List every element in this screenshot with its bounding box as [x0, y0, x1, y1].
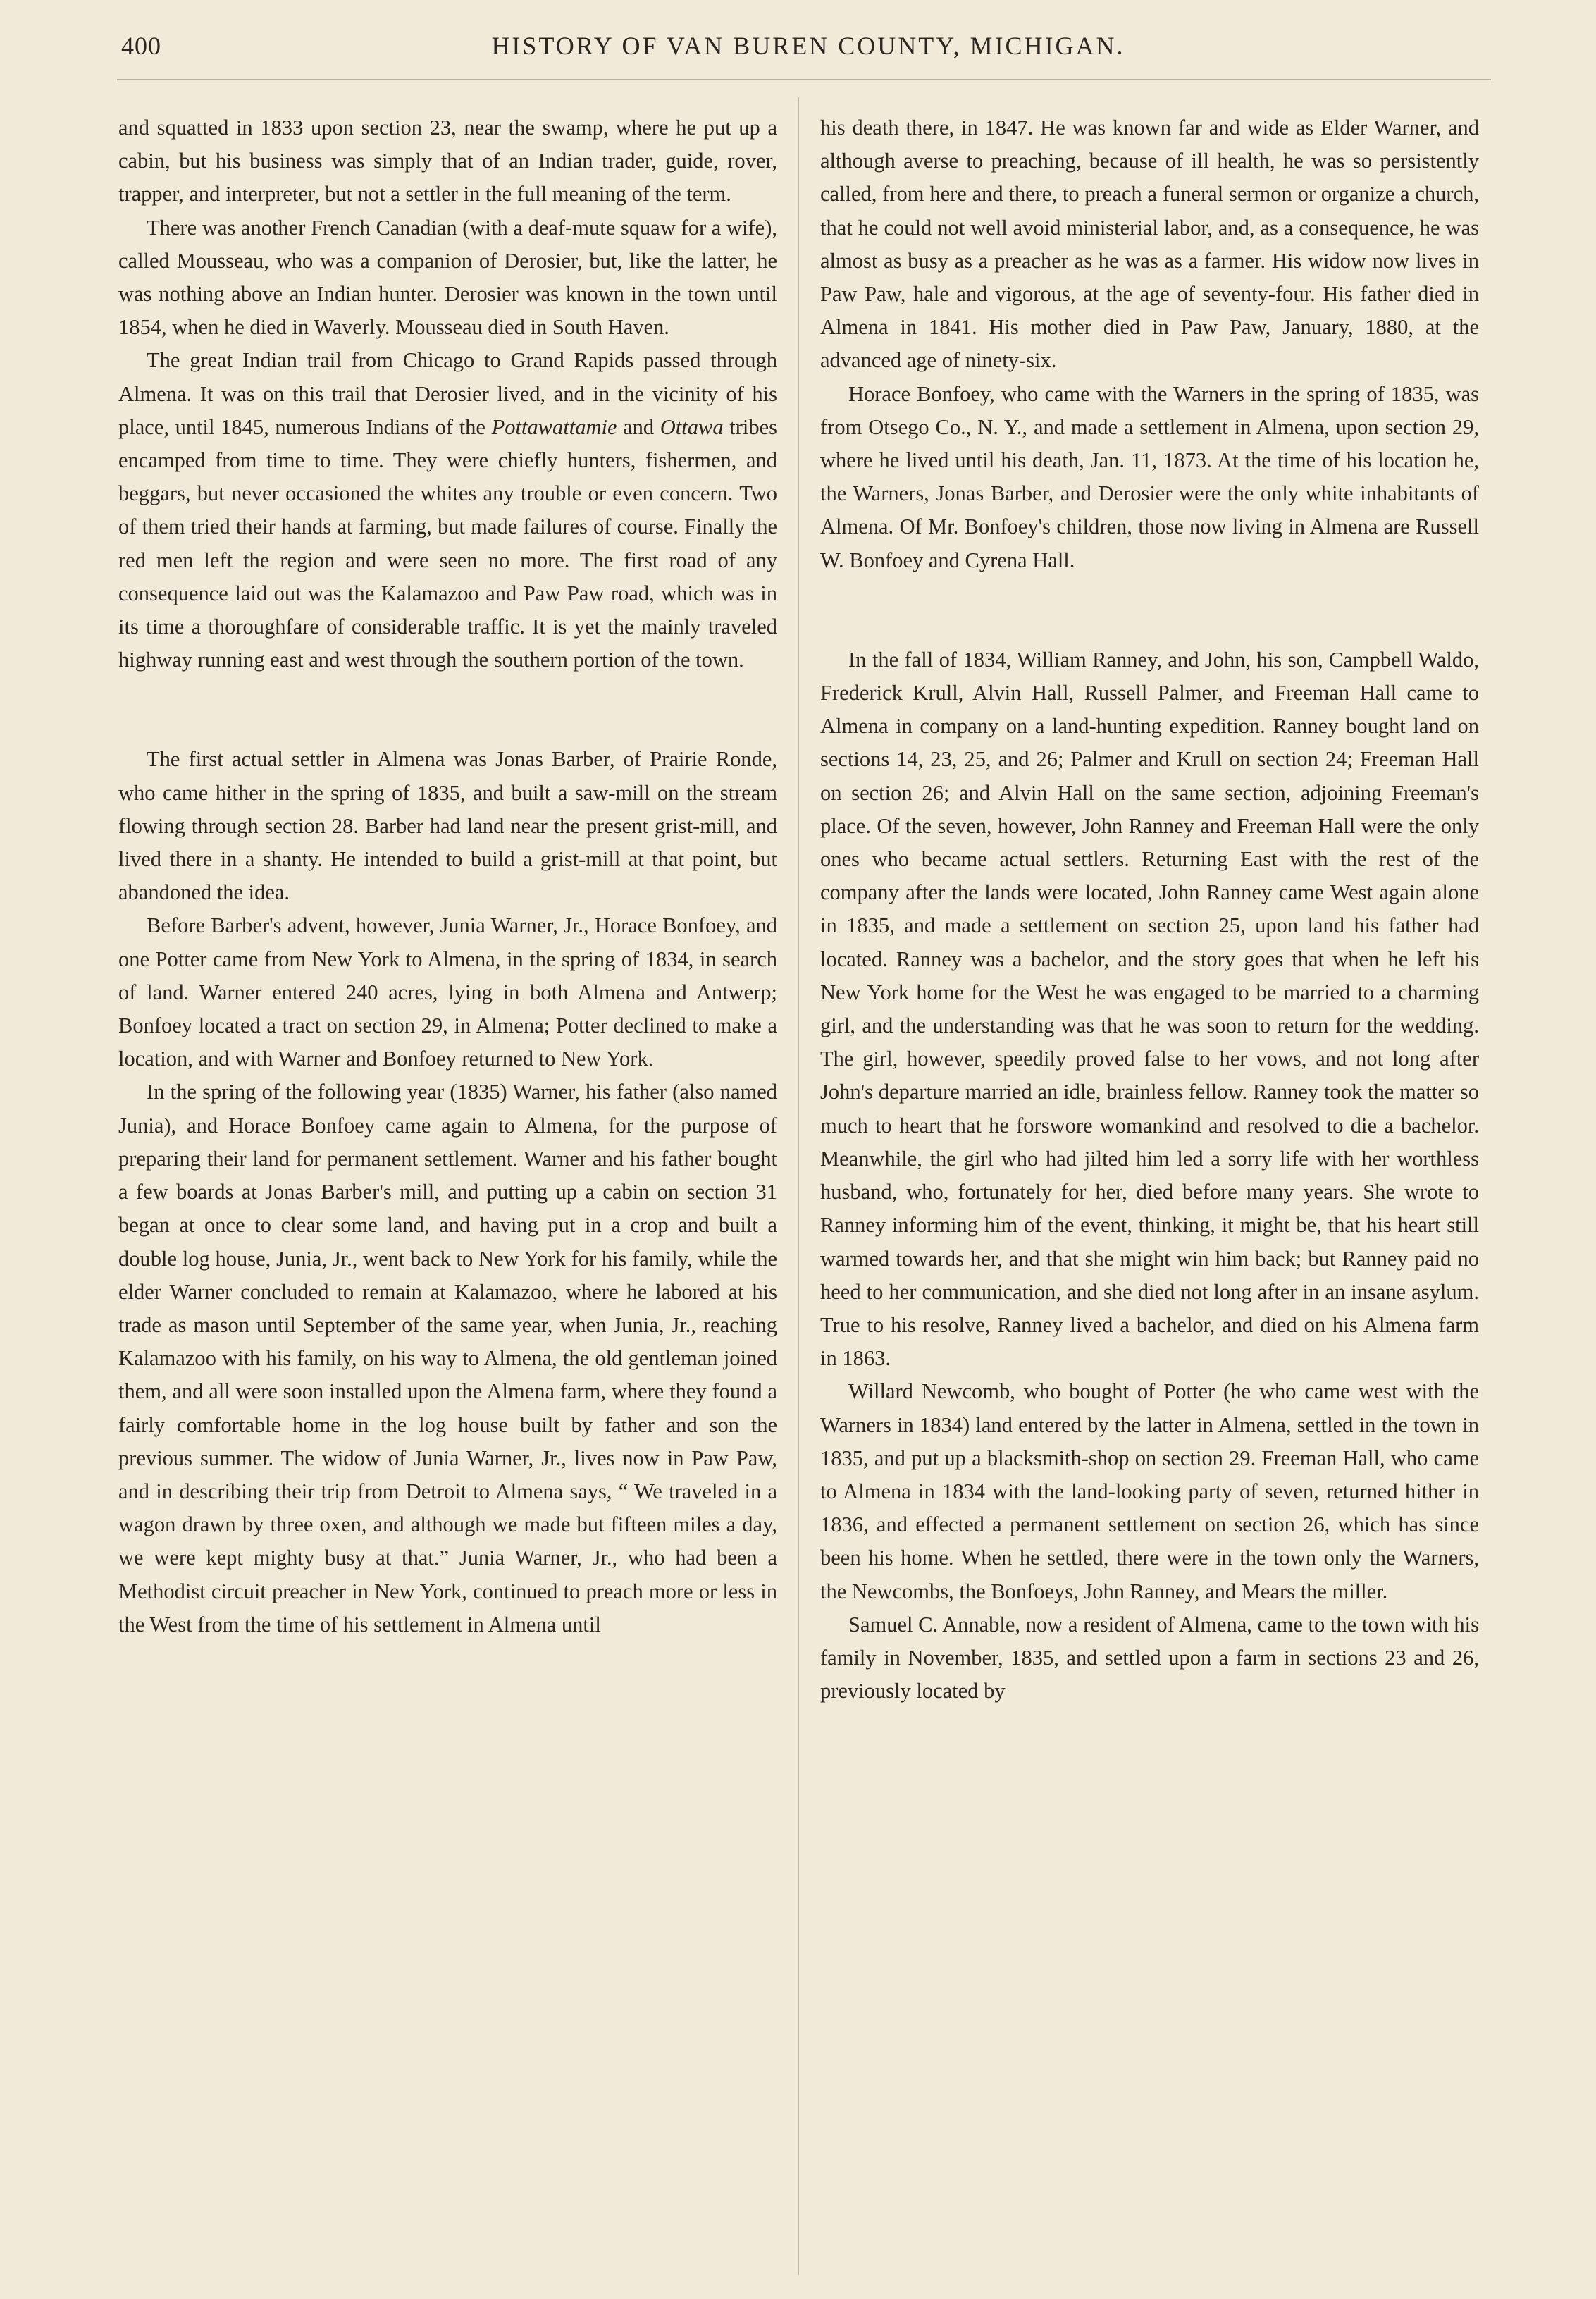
paragraph: Willard Newcomb, who bought of Potter (he who came west with the Warners in 1834) land entered by the latter in Almena, settled in the town in 1835, and put up a blacksmith-shop on section 29. Freeman Hall, who came to Almena in 1834 with the land-looking party of seven, returned hither in 1836, and effected a permanent settlement on section 26, which has since been his home. When he settled, there were in the town only the Warners, the Newcombs, the Bonfoeys, John Ranney, and Mears the miller.	[820, 1379, 1479, 1603]
tribe-name: Pottawattamie	[491, 414, 617, 439]
paragraph: Horace Bonfoey, who came with the Warners in the spring of 1835, was from Otsego Co., N. Y., and made a settlement in Almena, upon section 29, where he lived until his death, Jan. 11, 1873. At the time of his location he, the Warners, Jonas Barber, and Derosier were the only white inhabitants of Almena. Of Mr. Bonfoey's children, those now living in Almena are Russell W. Bonfoey and Cyrena Hall.	[820, 381, 1479, 572]
paragraph: In the spring of the following year (1835) Warner, his father (also named Junia), and Horace Bonfoey came again to Almena, for the purpose of preparing their land for permanent settlement. Warner and his father bought a few boards at Jonas Barber's mill, and putting up a cabin on section 31 began at once to clear some land, and having put in a crop and built a double log house, Junia, Jr., went back to New York for his family, while the elder Warner concluded to remain at Kalamazoo, where he labored at his trade as mason until September of the same year, when Junia, Jr., reaching Kalamazoo with his family, on his way to Almena, the old gentleman joined them, and all were soon installed upon the Almena farm, where they found a fairly comfortable home in the log house built by father and son the previous summer. The widow of Junia Warner, Jr., lives now in Paw Paw, and in describing their trip from Detroit to Almena says, “ We traveled in a wagon drawn by three oxen, and although we made but fifteen miles a day, we were kept mighty busy at that.” Junia Warner, Jr., who had been a Methodist circuit preacher in New York, continued to preach more or less in the West from the time of his settlement in Almena until	[118, 1080, 777, 1637]
text-run: tribes encamped from time to time. They were chiefly hunters, fishermen, and beggars, but never occasioned the whites any trouble or even concern. Two of them tried their hands at farming, but made failures of course. Finally the red men left the region and were seen no more. The first road of any consequence laid out was the Kalamazoo and Paw Paw road, which was in its time a thoroughfare of considerable traffic. It is yet the mainly traveled highway running east and west through the southern portion of the town.	[118, 414, 777, 672]
paragraph: and squatted in 1833 upon section 23, near the swamp, where he put up a cabin, but his business was simply that of an Indian trader, guide, rover, trapper, and interpreter, but not a settler in the full meaning of the term.	[118, 116, 777, 207]
paragraph: Before Barber's advent, however, Junia Warner, Jr., Horace Bonfoey, and one Potter came from New York to Almena, in the spring of 1834, in search of land. Warner entered 240 acres, lying in both Almena and Antwerp; Bonfoey located a tract on section 29, in Almena; Potter declined to make a location, and with Warner and Bonfoey returned to New York.	[118, 913, 777, 1071]
paragraph: Samuel C. Annable, now a resident of Almena, came to the town with his family in November, 1835, and settled upon a farm in sections 23 and 26, previously located by	[820, 1612, 1479, 1703]
tribe-name: Ottawa	[660, 414, 724, 439]
page-header	[121, 31, 1495, 73]
paragraph-indian-trail	[118, 344, 777, 677]
paragraph: The first actual settler in Almena was Jonas Barber, of Prairie Ronde, who came hither in the spring of 1835, and built a saw-mill on the stream flowing through section 28. Barber had land near the present grist-mill, and lived there in a shanty. He intended to build a grist-mill at that point, but abandoned the idea.	[118, 747, 777, 905]
page-number: 400	[121, 32, 161, 60]
paragraph: There was another French Canadian (with a deaf-mute squaw for a wife), called Mousseau, who was a companion of Derosier, but, like the latter, he was nothing above an Indian hunter. Derosier was known in the town until 1854, when he died in Waverly. Mousseau died in South Haven.	[118, 215, 777, 340]
right-column	[820, 111, 1479, 1708]
running-title: HISTORY OF VAN BUREN COUNTY, MICHIGAN.	[491, 32, 1125, 60]
text-run: and	[617, 414, 660, 439]
column-divider	[798, 97, 799, 2275]
header-rule	[117, 79, 1491, 80]
paragraph: In the fall of 1834, William Ranney, and John, his son, Campbell Waldo, Frederick Krull, Alvin Hall, Russell Palmer, and Freeman Hall came to Almena in company on a land-hunting expedition. Ranney bought land on sections 14, 23, 25, and 26; Palmer and Krull on section 24; Freeman Hall on section 26; and Alvin Hall on the same section, adjoining Freeman's place. Of the seven, however, John Ranney and Freeman Hall were the only ones who became actual settlers. Returning East with the rest of the company after the lands were located, John Ranney came West again alone in 1835, and made a settlement on section 25, upon land his father had located. Ranney was a bachelor, and the story goes that when he left his New York home for the West he was engaged to be married to a charming girl, and the understanding was that he was soon to return for the wedding. The girl, however, speedily proved false to her vows, and not long after John's departure married an idle, brainless fellow. Ranney took the matter so much to heart that he forswore womankind and resolved to die a bachelor. Meanwhile, the girl who had jilted him led a sorry life with her worthless husband, who, fortunately for her, died before many years. She wrote to Ranney informing him of the event, thinking, it might be, that his heart still warmed towards her, and that she might win him back; but Ranney paid no heed to her communication, and she died not long after in an insane asylum. True to his resolve, Ranney lived a bachelor, and died on his Almena farm in 1863.	[820, 647, 1479, 1371]
paragraph: his death there, in 1847. He was known far and wide as Elder Warner, and although averse to preaching, because of ill health, he was so persistently called, from here and there, to preach a funeral sermon or organize a church, that he could not well avoid ministerial labor, and, as a consequence, he was almost as busy as a preacher as he was as a farmer. His widow now lives in Paw Paw, hale and vigorous, at the age of seventy-four. His father died in Almena in 1841. His mother died in Paw Paw, January, 1880, at the advanced age of ninety-six.	[820, 116, 1479, 373]
left-column	[118, 111, 777, 1641]
text-run: The great Indian trail from Chicago to Grand Rapids passed through Almena. It was on this trail that Derosier lived, and in the vicinity of his place, until 1845, numerous Indians of the	[118, 348, 777, 439]
